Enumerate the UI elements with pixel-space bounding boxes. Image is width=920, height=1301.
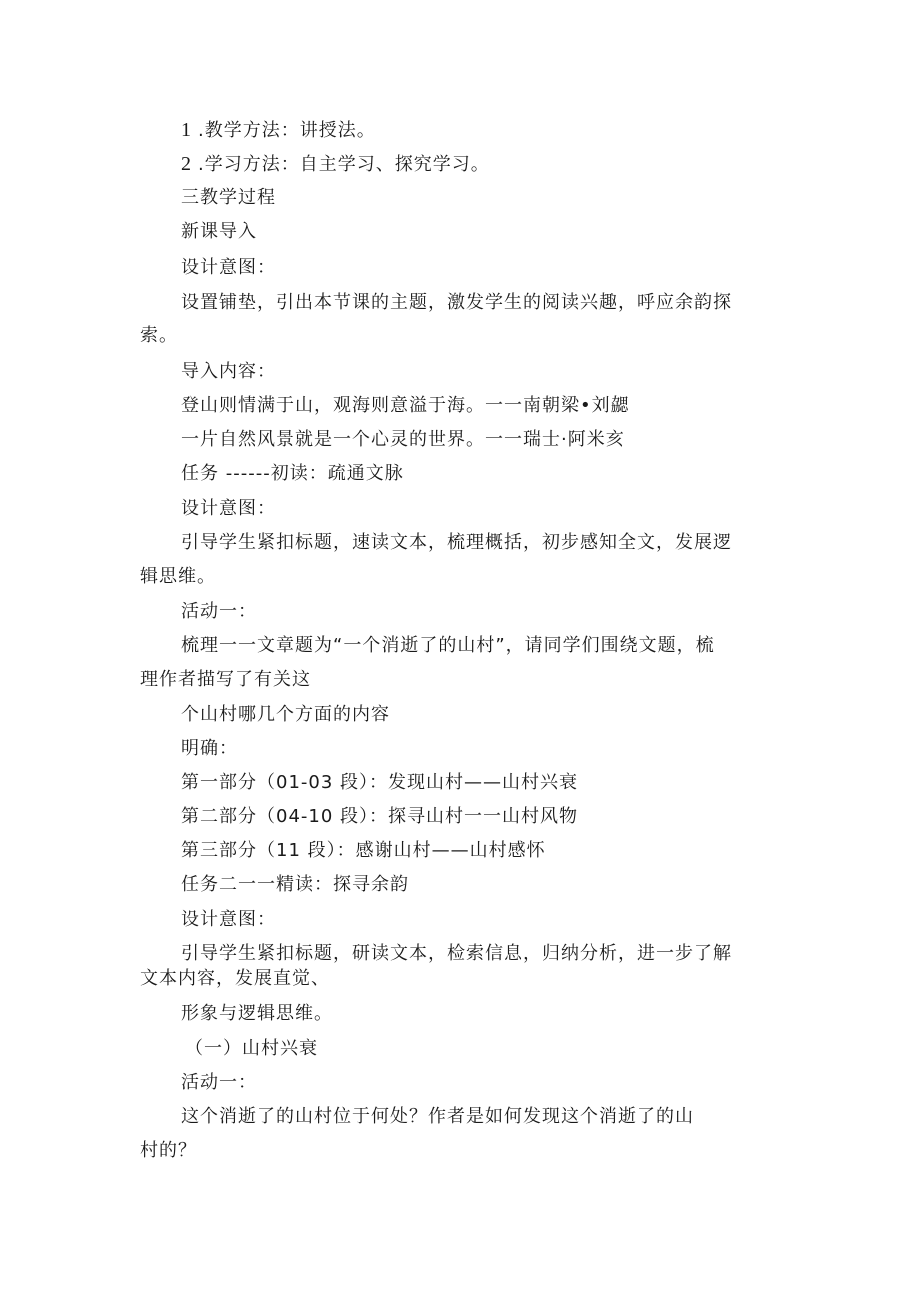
method-line-2: [181, 152, 490, 177]
subheading-intro: 新课导入: [181, 221, 257, 242]
paragraph-line: 引导学生紧扣标题，研读文本，检索信息，归纳分析，进一步了解: [181, 943, 732, 964]
part-line: 第二部分（04-10 段）：探寻山村一一山村风物: [181, 806, 579, 827]
line-text: .学习方法：自主学习、探究学习。: [198, 154, 490, 175]
activity-label: 活动一：: [181, 601, 257, 622]
task-heading: 任务 ------初读：疏通文脉: [181, 463, 404, 484]
design-intent-label: 设计意图：: [181, 909, 276, 930]
paragraph-line: 梳理一一文章题为“一个消逝了的山村”，请同学们围绕文题，梳: [181, 635, 715, 656]
method-line-1: [181, 118, 376, 143]
part-line: 第三部分（11 段）：感谢山村——山村感怀: [181, 840, 546, 861]
paragraph-line: 文本内容，发展直觉、: [140, 968, 330, 989]
paragraph-line: 村的？: [140, 1140, 197, 1161]
design-intent-label: 设计意图：: [181, 257, 276, 278]
design-intent-label: 设计意图：: [181, 498, 276, 519]
paragraph-line: 理作者描写了有关这: [140, 669, 311, 690]
paragraph-line: 引导学生紧扣标题，速读文本，梳理概括，初步感知全文，发展逻: [181, 532, 732, 553]
paragraph-line: 这个消逝了的山村位于何处？作者是如何发现这个消逝了的山: [181, 1106, 694, 1127]
paragraph-line: 辑思维。: [140, 566, 216, 587]
paragraph-line: 形象与逻辑思维。: [181, 1003, 333, 1024]
intro-content-label: 导入内容：: [181, 361, 276, 382]
paragraph-line: 个山村哪几个方面的内容: [181, 704, 390, 725]
section-heading: 三教学过程: [181, 187, 276, 208]
clarify-label: 明确：: [181, 738, 238, 759]
quote-line: 一片自然风景就是一个心灵的世界。一一瑞士·阿米亥: [181, 429, 625, 450]
task-heading: 任务二一一精读：探寻余韵: [181, 874, 409, 895]
activity-label: 活动一：: [181, 1072, 257, 1093]
quote-line: 登山则情满于山，观海则意溢于海。一一南朝梁•刘勰: [181, 395, 630, 416]
line-text: .教学方法：讲授法。: [198, 120, 376, 141]
subsection-heading: （一）山村兴衰: [185, 1038, 318, 1059]
list-number: 1: [181, 119, 192, 141]
paragraph-line: 索。: [140, 325, 178, 346]
paragraph-line: 设置铺垫，引出本节课的主题，激发学生的阅读兴趣，呼应余韵探: [181, 292, 732, 313]
part-line: 第一部分（01-03 段）：发现山村——山村兴衰: [181, 772, 579, 793]
list-number: 2: [181, 153, 192, 175]
